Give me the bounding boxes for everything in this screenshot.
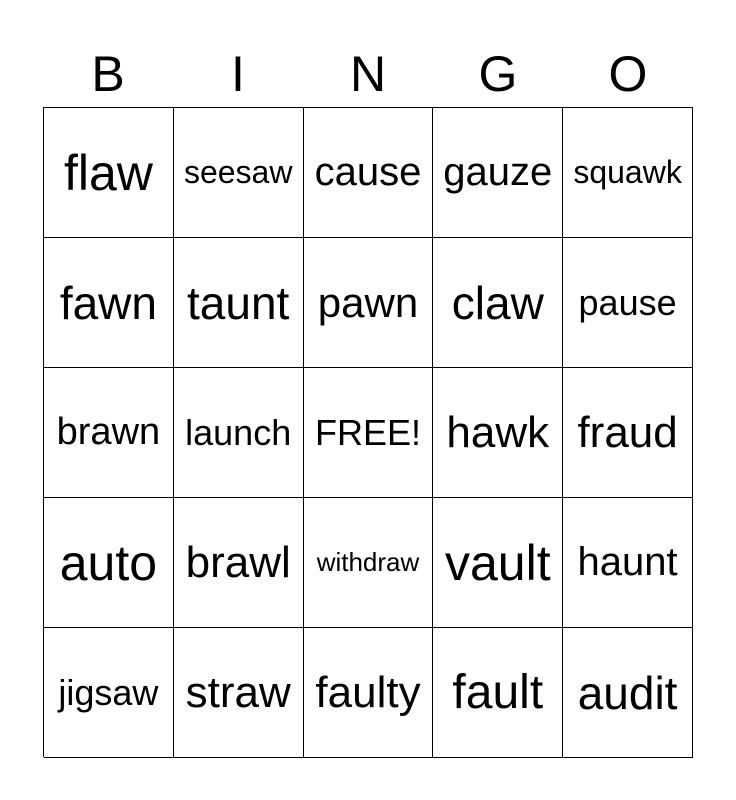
bingo-cell[interactable]: fault (433, 628, 563, 758)
bingo-cell[interactable]: claw (433, 238, 563, 368)
bingo-cell[interactable]: hawk (433, 368, 563, 498)
bingo-cell[interactable]: brawn (44, 368, 174, 498)
header-letter-o: O (608, 46, 648, 102)
board-row-3 (44, 368, 693, 498)
bingo-cell[interactable]: brawl (174, 498, 304, 628)
board-row-4 (44, 498, 693, 628)
bingo-cell[interactable]: faulty (304, 628, 434, 758)
bingo-cell[interactable]: audit (563, 628, 693, 758)
bingo-cell[interactable]: withdraw (304, 498, 434, 628)
header-letter-i: I (231, 46, 245, 102)
board-row-5 (44, 628, 693, 758)
bingo-cell[interactable]: fraud (563, 368, 693, 498)
header-letter-g: G (478, 46, 518, 102)
bingo-cell[interactable]: fawn (44, 238, 174, 368)
bingo-board (43, 107, 693, 757)
bingo-cell[interactable]: squawk (563, 108, 693, 238)
bingo-cell[interactable]: vault (433, 498, 563, 628)
bingo-cell[interactable]: cause (304, 108, 434, 238)
bingo-cell[interactable]: pawn (304, 238, 434, 368)
bingo-cell[interactable]: pause (563, 238, 693, 368)
bingo-cell[interactable]: gauze (433, 108, 563, 238)
board-row-1 (44, 108, 693, 238)
free-space-cell[interactable]: FREE! (304, 368, 434, 498)
bingo-cell[interactable]: launch (174, 368, 304, 498)
bingo-cell[interactable]: seesaw (174, 108, 304, 238)
bingo-cell[interactable]: jigsaw (44, 628, 174, 758)
bingo-cell[interactable]: straw (174, 628, 304, 758)
header-letter-b: B (91, 46, 125, 102)
header-letter-n: N (349, 46, 387, 102)
bingo-cell[interactable]: taunt (174, 238, 304, 368)
bingo-cell[interactable]: flaw (44, 108, 174, 238)
board-row-2 (44, 238, 693, 368)
bingo-header (43, 42, 693, 106)
bingo-cell[interactable]: auto (44, 498, 174, 628)
bingo-cell[interactable]: haunt (563, 498, 693, 628)
